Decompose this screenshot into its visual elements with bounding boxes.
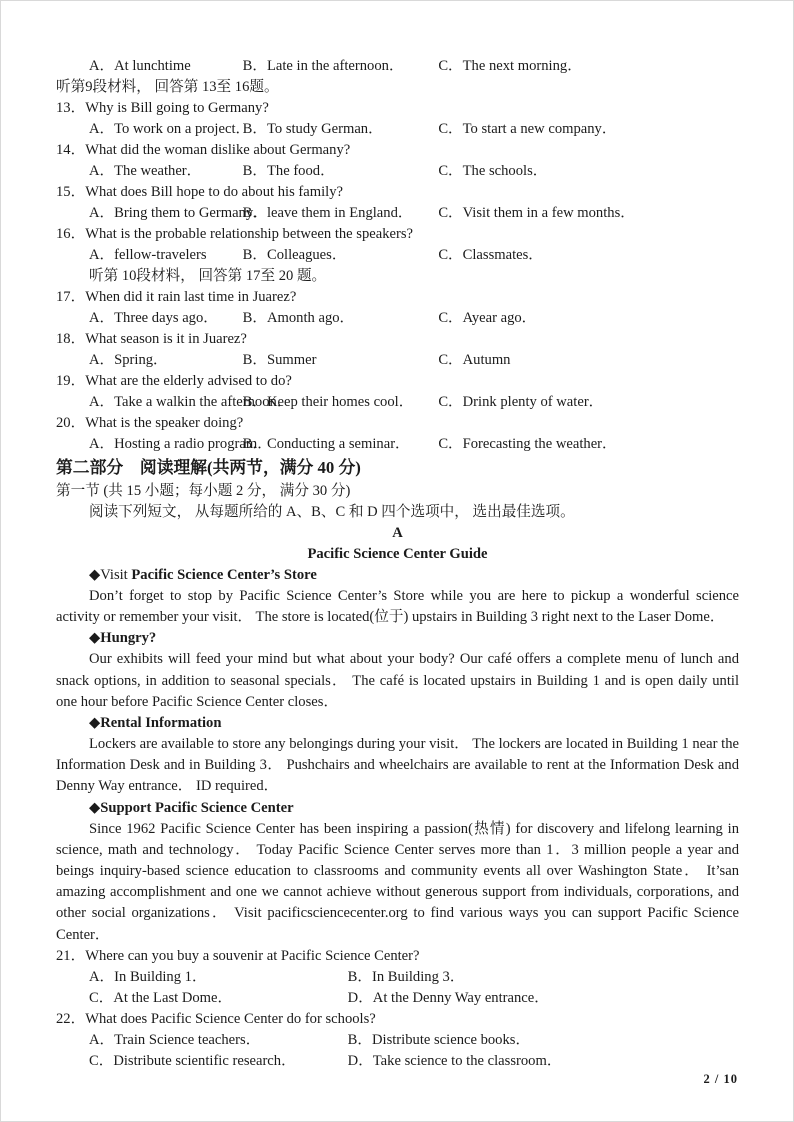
question-18-options-row (56, 350, 739, 371)
option-a: A．Three days ago． (89, 310, 218, 326)
option-b: B．To study German． (242, 121, 383, 137)
option-c: C．Ayear ago． (438, 310, 537, 326)
listening-note-section9: 听第9段材料， 回答第 13至 16题。 (56, 79, 279, 95)
question-18: 18．What season is it in Juarez? (56, 331, 247, 347)
option-b: B．Summer (242, 352, 317, 368)
option-d: D．Take science to the classroom． (347, 1052, 562, 1069)
section1-line: 第一节 (共 15 小题；每小题 2 分， 满分 30 分) (56, 483, 351, 499)
passage-paragraph-hungry: Our exhibits will feed your mind but what about your body? Our café offers a complete menu of lunch and snack options, in addition to seasonal specials． The café is located upstairs in Building 1 and is open daily until one hour before Pacific Science Center closes． (56, 651, 739, 710)
passage-section-heading-hungry (56, 628, 739, 649)
option-a: A．At lunchtime (89, 58, 191, 74)
option-a: A．In Building 1． (89, 968, 207, 985)
option-b: B．Colleagues． (242, 247, 347, 263)
passage-section-title: Rental Information (100, 715, 222, 732)
option-c: C．The next morning． (438, 58, 582, 74)
option-c: C．Autumn (438, 352, 511, 368)
option-c: C．The schools． (438, 163, 548, 179)
question-22-options-row-ab (56, 1030, 739, 1051)
passage-section-heading-rental (56, 713, 739, 734)
option-b: B．Distribute science books． (347, 1031, 531, 1048)
diamond-icon: ◆ (89, 715, 101, 732)
option-b: B．Amonth ago． (242, 310, 355, 326)
option-c: C．At the Last Dome． (89, 989, 233, 1006)
passage-section-title: Pacific Science Center’s Store (131, 567, 317, 583)
option-a: A．fellow-travelers (89, 247, 207, 263)
diamond-icon: ◆Visit (89, 567, 132, 583)
passage-paragraph-rental: Lockers are available to store any belongings during your visit． The lockers are located in Building 1 near the Information Desk and in Building 3． Pushchairs and wheelchairs are available to rent at the Information Desk and Denny Way entrance． ID required． (56, 736, 739, 795)
question-21-options-row-cd (56, 988, 739, 1009)
reading-instruction: 阅读下列短文， 从每题所给的 A、B、C 和 D 四个选项中， 选出最佳选项。 (89, 504, 575, 520)
question-12-options-row (56, 56, 739, 77)
question-15-options-row (56, 203, 739, 224)
page-number-indicator: 2 / 10 (703, 1072, 738, 1086)
question-21-options-row-ab (56, 967, 739, 988)
option-c: C．Distribute scientific research． (89, 1052, 296, 1069)
option-b: B．leave them in England． (242, 205, 413, 221)
question-19-options-row (56, 392, 739, 413)
question-16-options-row (56, 245, 739, 266)
question-13: 13．Why is Bill going to Germany? (56, 100, 269, 116)
passage-title: Pacific Science Center Guide (307, 546, 488, 562)
passage-paragraph-support: Since 1962 Pacific Science Center has been inspiring a passion(热情) for discovery and lifelong learning in science, math and technology． Today Pacific Science Center serves more than 1．3 million people a year and beings inquiry-based science education to classrooms and community events all over Washington State． It’san amazing accomplishment and one we cannot achieve without generous support from individuals, corporations, and other social organizations． Visit pacificsciencecenter.org to find various ways you can support Pacific Science Center． (56, 820, 739, 943)
passage-section-heading-support (56, 798, 739, 819)
question-20-options-row (56, 434, 739, 455)
option-b: B．Conducting a seminar． (242, 436, 410, 452)
option-a: A．Spring． (89, 352, 168, 368)
question-22: 22．What does Pacific Science Center do for schools? (56, 1010, 376, 1027)
question-19: 19．What are the elderly advised to do? (56, 373, 292, 389)
option-c: C．Classmates． (438, 247, 543, 263)
passage-label: A (392, 525, 403, 541)
option-c: C．Visit them in a few months． (438, 205, 635, 221)
diamond-icon: ◆ (89, 799, 101, 816)
question-21: 21．Where can you buy a souvenir at Pacific Science Center? (56, 947, 420, 964)
question-22-options-row-cd (56, 1051, 739, 1072)
question-14-options-row (56, 161, 739, 182)
part2-heading: 第二部分 阅读理解(共两节，满分 40 分) (56, 458, 361, 477)
option-d: D．At the Denny Way entrance． (347, 989, 549, 1006)
question-13-options-row (56, 119, 739, 140)
passage-paragraph-store: Don’t forget to stop by Pacific Science Center’s Store while you are here to pickup a wonderful science activity or remember your visit． The store is located(位于) upstairs in Building 3 right next to the Laser Dome． (56, 588, 739, 626)
question-16: 16．What is the probable relationship between the speakers? (56, 226, 414, 242)
option-c: C．To start a new company． (438, 121, 617, 137)
option-a: A．To work on a project． (89, 121, 251, 137)
question-17-options-row (56, 308, 739, 329)
diamond-icon: ◆ (89, 630, 101, 647)
option-c: C．Forecasting the weather． (438, 436, 617, 452)
option-b: B．Keep their homes cool． (242, 394, 414, 410)
option-b: B．The food． (242, 163, 335, 179)
question-15: 15．What does Bill hope to do about his family? (56, 184, 343, 200)
passage-section-title: Support Pacific Science Center (100, 799, 294, 816)
question-14: 14．What did the woman dislike about Germany? (56, 142, 351, 158)
question-20: 20．What is the speaker doing? (56, 415, 244, 431)
option-a: A．Train Science teachers． (89, 1031, 261, 1048)
passage-section-heading-store (56, 565, 739, 586)
question-17: 17．When did it rain last time in Juarez? (56, 289, 297, 305)
option-c: C．Drink plenty of water． (438, 394, 604, 410)
option-a: A．Hosting a radio program． (89, 436, 272, 452)
option-a: A．Bring them to Germany． (89, 205, 268, 221)
listening-note-section10: 听第 10段材料， 回答第 17至 20 题。 (89, 268, 327, 284)
option-a: A．Take a walkin the afternoon． (89, 394, 292, 410)
option-b: B．In Building 3． (347, 968, 465, 985)
passage-section-title: Hungry? (100, 630, 157, 647)
option-a: A．The weather． (89, 163, 202, 179)
option-b: B．Late in the afternoon． (242, 58, 404, 74)
